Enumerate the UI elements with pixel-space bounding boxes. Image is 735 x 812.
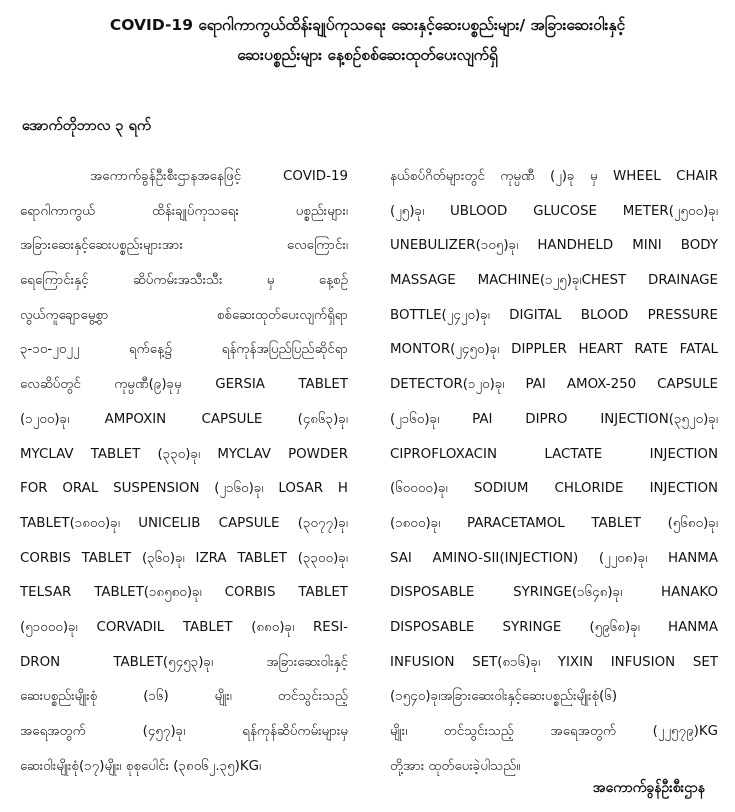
page-title — [0, 10, 735, 70]
body-text-line: (၅၁၀၀၀)ခု၊ CORVADIL TABLET (၈၈၀)ခု၊ RESI- — [20, 619, 348, 635]
body-text-line: ၃-၁၀-၂၀၂၂ ရက်နေ့၌ ရန်ကုန်အပြည်ပြည်ဆိုင်ရာ — [20, 342, 348, 358]
body-text-line: MONTOR(၂၄၅၀)ခု၊ DIPPLER HEART RATE FATAL — [390, 342, 718, 358]
body-text-line: UNEBULIZER(၁၀၅)ခု၊ HANDHELD MINI BODY — [390, 238, 718, 254]
dateline: အောက်တိုဘာလ ၃ ရက် — [22, 118, 152, 134]
title-line-2: ဆေးပစ္စည်းများ နေ့စဉ်စစ်ဆေးထုတ်ပေးလျက်ရှိ — [237, 46, 498, 64]
body-text-line: (၆၀၀၀၀)ခု၊ SODIUM CHLORIDE INJECTION — [390, 481, 718, 497]
body-text-line: (၁၂၀၀)ခု၊ AMPOXIN CAPSULE (၄၈၆၃)ခု၊ — [20, 411, 348, 427]
body-text-line: မျိုး၊ တင်သွင်းသည့် အရေအတွက် (၂၂၅၇၉)KG — [390, 724, 718, 739]
signature-department: အကောက်ခွန်ဦးစီးဌာန — [592, 780, 705, 796]
body-text-line: ဆေးပစ္စည်းမျိုးစုံ (၁၆) မျိုး၊ တင်သွင်းသည့် — [20, 689, 348, 705]
body-text-line: CIPROFLOXACIN LACTATE INJECTION — [390, 446, 718, 462]
body-text-line: DRON TABLET(၅၄၅၃)ခု၊ အခြားဆေးဝါးနှင့် — [20, 654, 348, 670]
body-text-line: ရေကြောင်းနှင့် ဆိပ်ကမ်းအသီးသီး မှ နေ့စဉ် — [20, 273, 348, 289]
body-text-line: DISPOSABLE SYRINGE (၅၉၆၈)ခု၊ HANMA — [390, 619, 718, 635]
body-text-line: အကောက်ခွန်ဦးစီးဌာနအနေဖြင့် COVID-19 — [90, 169, 348, 184]
body-text-line: အခြားဆေးနှင့်ဆေးပစ္စည်းများအား လေကြောင်း၊ — [20, 238, 348, 254]
body-text-line: (၂၅)ခု၊ UBLOOD GLUCOSE METER(၂၅၀၀)ခု၊ — [390, 203, 718, 219]
body-text-line: CORBIS TABLET (၃၆၀)ခု၊ IZRA TABLET (၃၃၀၀)ခု၊ — [20, 550, 348, 566]
body-text-line: INFUSION SET(၈၁၆)ခု၊ YIXIN INFUSION SET — [390, 654, 718, 670]
body-text-line: လေဆိပ်တွင် ကုမ္ပဏီ(၉)ခုမှ GERSIA TABLET — [20, 377, 348, 393]
body-text-line: DISPOSABLE SYRINGE(၁၆၄၈)ခု၊ HANAKO — [390, 585, 718, 601]
body-text-line: ဆေးဝါးမျိုးစုံ(၁၇)မျိုး၊ စုစုပေါင်း (၃၈၀၆၂.၃၅)KG၊ — [20, 758, 262, 774]
body-text-line: (၁၅၄၀)ခု၊အခြားဆေးဝါးနှင့်ဆေးပစ္စည်းမျိုးစုံ(၆) — [390, 689, 618, 705]
body-text-line: FOR ORAL SUSPENSION (၂၁၆၀)ခု၊ LOSAR H — [20, 481, 348, 497]
body-text-line: နယ်စပ်ဂိတ်များတွင် ကုမ္ပဏီ (၂)ခု မှ WHEEL CHAIR — [390, 169, 718, 184]
body-text-line: BOTTLE(၂၄၂၀)ခု၊ DIGITAL BLOOD PRESSURE — [390, 307, 718, 323]
body-column-left — [20, 160, 348, 784]
body-text-line: တို့အား ထုတ်ပေးခဲ့ပါသည်။ — [390, 758, 521, 774]
body-column-right — [390, 160, 718, 784]
body-text-line: အရေအတွက် (၄၅၇)ခု၊ ရန်ကုန်ဆိပ်ကမ်းများမှ — [20, 724, 348, 739]
body-text-line: MYCLAV TABLET (၃၃၀)ခု၊ MYCLAV POWDER — [20, 446, 348, 462]
body-text-line: လွယ်ကူချောမွေ့စွာ စစ်ဆေးထုတ်ပေးလျက်ရှိရာ — [20, 307, 348, 323]
body-text-line: TELSAR TABLET(၁၈၅၈၀)ခု၊ CORBIS TABLET — [20, 585, 348, 601]
body-text-line: ရောဂါကာကွယ် ထိန်းချုပ်ကုသရေး ပစ္စည်းများ၊ — [20, 203, 348, 219]
body-text-line: MASSAGE MACHINE(၁၂၅)ခု၊CHEST DRAINAGE — [390, 273, 718, 289]
body-text-line: DETECTOR(၁၂၀)ခု၊ PAI AMOX-250 CAPSULE — [390, 377, 718, 393]
body-text-line: (၂၁၆၀)ခု၊ PAI DIPRO INJECTION(၃၅၂၀)ခု၊ — [390, 411, 718, 427]
title-line-1: COVID-19 ရောဂါကာကွယ်ထိန်းချုပ်ကုသရေး ဆေးနှင့်ဆေးပစ္စည်းများ/ အခြားဆေးဝါးနှင့် — [109, 16, 626, 34]
body-text-line: SAI AMINO-SII(INJECTION) (၂၂၀၈)ခု၊ HANMA — [390, 550, 718, 566]
body-text-line: (၁၈၀၀)ခု၊ PARACETAMOL TABLET (၅၆၈၀)ခု၊ — [390, 515, 718, 531]
body-text-line: TABLET(၁၈၀၀)ခု၊ UNICELIB CAPSULE (၃၀၇၇)ခု၊ — [20, 515, 348, 531]
